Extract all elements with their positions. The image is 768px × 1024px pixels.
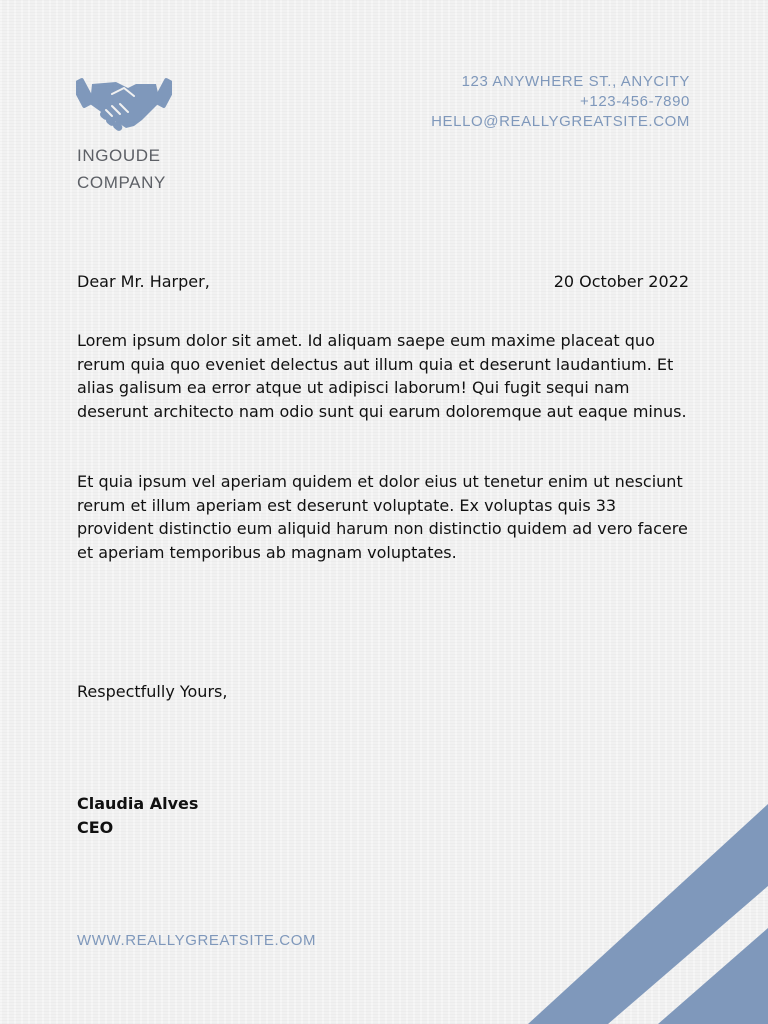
footer-website: WWW.REALLYGREATSITE.COM [77, 932, 317, 949]
company-name-line2: COMPANY [77, 173, 166, 192]
signer-name: Claudia Alves [77, 794, 199, 813]
body-paragraph-1: Lorem ipsum dolor sit amet. Id aliquam saepe eum maxime placeat quo rerum quia quo eveniet delectus aut illum quia et deserunt laudantium. Et alias galisum ea error atque ut adipisci laborum! Qui fugit sequi nam deserunt architecto nam odio sunt qui earum doloremque aut eaque minus. [77, 331, 687, 421]
contact-block [431, 72, 690, 132]
company-name-line1: INGOUDE [77, 146, 161, 165]
company-name [77, 142, 166, 196]
contact-phone: +123-456-7890 [580, 93, 690, 110]
contact-email: HELLO@REALLYGREATSITE.COM [431, 113, 690, 130]
contact-address: 123 ANYWHERE ST., ANYCITY [461, 73, 690, 90]
decorative-stripes [528, 804, 768, 1024]
salutation: Dear Mr. Harper, [77, 272, 210, 291]
signer-title: CEO [77, 818, 114, 837]
letter-date: 20 October 2022 [553, 272, 689, 291]
handshake-icon [76, 70, 172, 132]
closing: Respectfully Yours, [77, 682, 228, 701]
body-paragraph-2: Et quia ipsum vel aperiam quidem et dolor eius ut tenetur enim ut nesciunt rerum et illum aperiam est deserunt voluptate. Ex voluptas quis 33 provident distinctio eum aliquid harum non distinctio quidem ad vero facere et aperiam temporibus ab magnam voluptates. [77, 472, 688, 562]
